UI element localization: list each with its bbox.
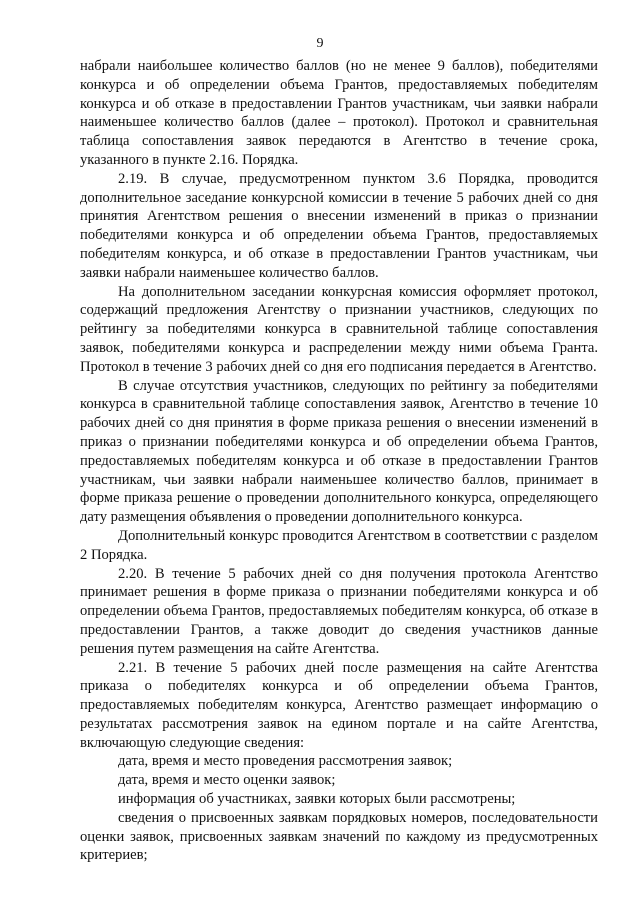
paragraph-2-21: 2.21. В течение 5 рабочих дней после размещения на сайте Агентства приказа о победителях конкурса и об определении объема Грантов, предоставляемых победителям конкурса, Агентство размещает информацию о результатах рассмотрения заявок на едином портале и на сайте Агентства, включающую следующие сведения:	[80, 659, 598, 751]
list-item: дата, время и место проведения рассмотрения заявок;	[118, 753, 453, 770]
paragraph-no-participants: В случае отсутствия участников, следующих по рейтингу за победителями конкурса в сравнительной таблице сопоставления заявок, Агентство в течение 10 рабочих дней со дня принятия в форме приказа решения о внесении изменений в приказ о признании победителями конкурса и об определении объема Грантов, предоставляемых победителям конкурса и об отказе в предоставлении Грантов участникам, чьи заявки набрали наименьшее количество баллов, принимает в форме приказа решение о проведении дополнительного конкурса, определяющего дату размещения объявления о проведении дополнительного конкурса.	[80, 377, 598, 526]
list-item: информация об участниках, заявки которых были рассмотрены;	[118, 791, 516, 808]
paragraph-2-20: 2.20. В течение 5 рабочих дней со дня получения протокола Агентство принимает решения в форме приказа о признании победителями конкурса и об определении объема Грантов, предоставляемых победителям конкурса, об отказе в предоставлении Грантов, а также доводит до сведения участников данные решения путем размещения на сайте Агентства.	[80, 565, 598, 657]
paragraph-additional-contest: Дополнительный конкурс проводится Агентством в соответствии с разделом 2 Порядка.	[80, 527, 598, 563]
paragraph-2-19: 2.19. В случае, предусмотренном пунктом 3.6 Порядка, проводится дополнительное заседание конкурсной комиссии в течение 5 рабочих дней со дня принятия Агентством решения о внесении изменений в приказ о признании победителями конкурса и об определении объема Грантов, предоставляемых победителям конкурса, и об отказе в предоставлении Грантов участникам, чьи заявки набрали наименьшее количество баллов.	[80, 170, 598, 281]
page-number: 9	[316, 36, 324, 51]
paragraph-continuation: набрали наибольшее количество баллов (но не менее 9 баллов), победителями конкурса и об определении объема Грантов, предоставляемых победителям конкурса и об отказе в предоставлении Грантов участникам, чьи заявки набрали наименьшее количество баллов (далее – протокол). Протокол и сравнительная таблица сопоставления заявок передаются в Агентство в течение срока, указанного в пункте 2.16. Порядка.	[80, 58, 598, 168]
list-item: дата, время и место оценки заявок;	[118, 772, 336, 789]
paragraph-additional-meeting: На дополнительном заседании конкурсная комиссия оформляет протокол, содержащий предложения Агентству о признании участников, следующих по рейтингу за победителями конкурса в сравнительной таблице сопоставления заявок, победителями конкурса и распределении между ними объема Гранта. Протокол в течение 3 рабочих дней со дня его подписания передается в Агентство.	[80, 283, 598, 375]
list-item: сведения о присвоенных заявкам порядковых номеров, последовательности оценки заявок, присвоенных заявкам значений по каждому из предусмотренных критериев;	[80, 809, 598, 864]
document-body	[80, 57, 598, 865]
